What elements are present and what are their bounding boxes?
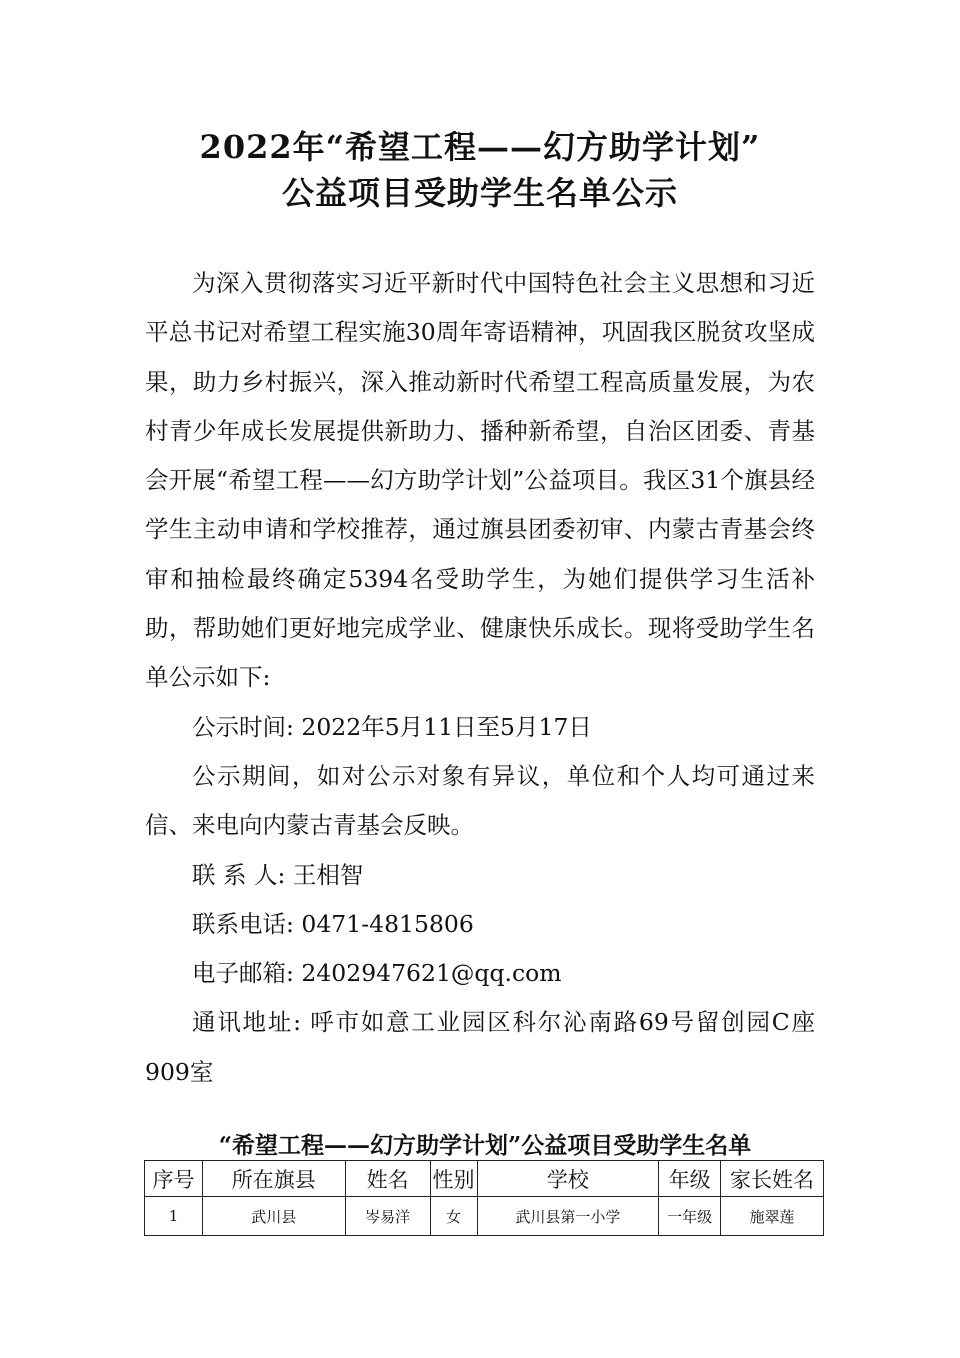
cell-index: 1: [145, 1197, 203, 1236]
cell-school: 武川县第一小学: [477, 1197, 659, 1236]
cell-county: 武川县: [202, 1197, 345, 1236]
contact-address: 通讯地址: 呼市如意工业园区科尔沁南路69号留创园C座909室: [145, 1008, 815, 1086]
table-row: [145, 1197, 824, 1236]
header-parent-name: 家长姓名: [721, 1161, 824, 1197]
objection-paragraph: 公示期间，如对公示对象有异议，单位和个人均可通过来信、来电向内蒙古青基会反映。: [145, 761, 815, 840]
cell-grade: 一年级: [659, 1197, 721, 1236]
document-title-line-1: 2022年“希望工程——幻方助学计划”: [199, 128, 761, 166]
intro-paragraph: 为深入贯彻落实习近平新时代中国特色社会主义思想和习近平总书记对希望工程实施30周年寄语精神，巩固我区脱贫攻坚成果，助力乡村振兴，深入推动新时代希望工程高质量发展，为农村青少年成长发展提供新助力、播种新希望，自治区团委、青基会开展“希望工程——幻方助学计划”公益项目。我区31个旗县经学生主动申请和学校推荐，通过旗县团委初审、内蒙古青基会终审和抽检最终确定5394名受助学生，为她们提供学习生活补助，帮助她们更好地完成学业、健康快乐成长。现将受助学生名单公示如下:: [145, 269, 815, 692]
table-header-row: [145, 1161, 824, 1197]
cell-name: 岑易洋: [345, 1197, 430, 1236]
header-index: 序号: [145, 1161, 203, 1197]
contact-person: 联 系 人: 王相智: [192, 860, 364, 889]
header-grade: 年级: [659, 1161, 721, 1197]
document-title-line-2: 公益项目受助学生名单公示: [281, 174, 678, 212]
announcement-period: 公示时间: 2022年5月11日至5月17日: [192, 712, 592, 741]
contact-email: 电子邮箱: 2402947621@qq.com: [192, 959, 562, 988]
table-title: “希望工程——幻方助学计划”公益项目受助学生名单: [218, 1132, 752, 1159]
contact-phone: 联系电话: 0471-4815806: [192, 909, 474, 938]
cell-parent-name: 施翠莲: [721, 1197, 824, 1236]
header-gender: 性别: [430, 1161, 477, 1197]
cell-gender: 女: [430, 1197, 477, 1236]
header-county: 所在旗县: [202, 1161, 345, 1197]
document-body: [145, 259, 815, 1097]
header-school: 学校: [477, 1161, 659, 1197]
student-roster-table: [144, 1160, 824, 1236]
header-name: 姓名: [345, 1161, 430, 1197]
